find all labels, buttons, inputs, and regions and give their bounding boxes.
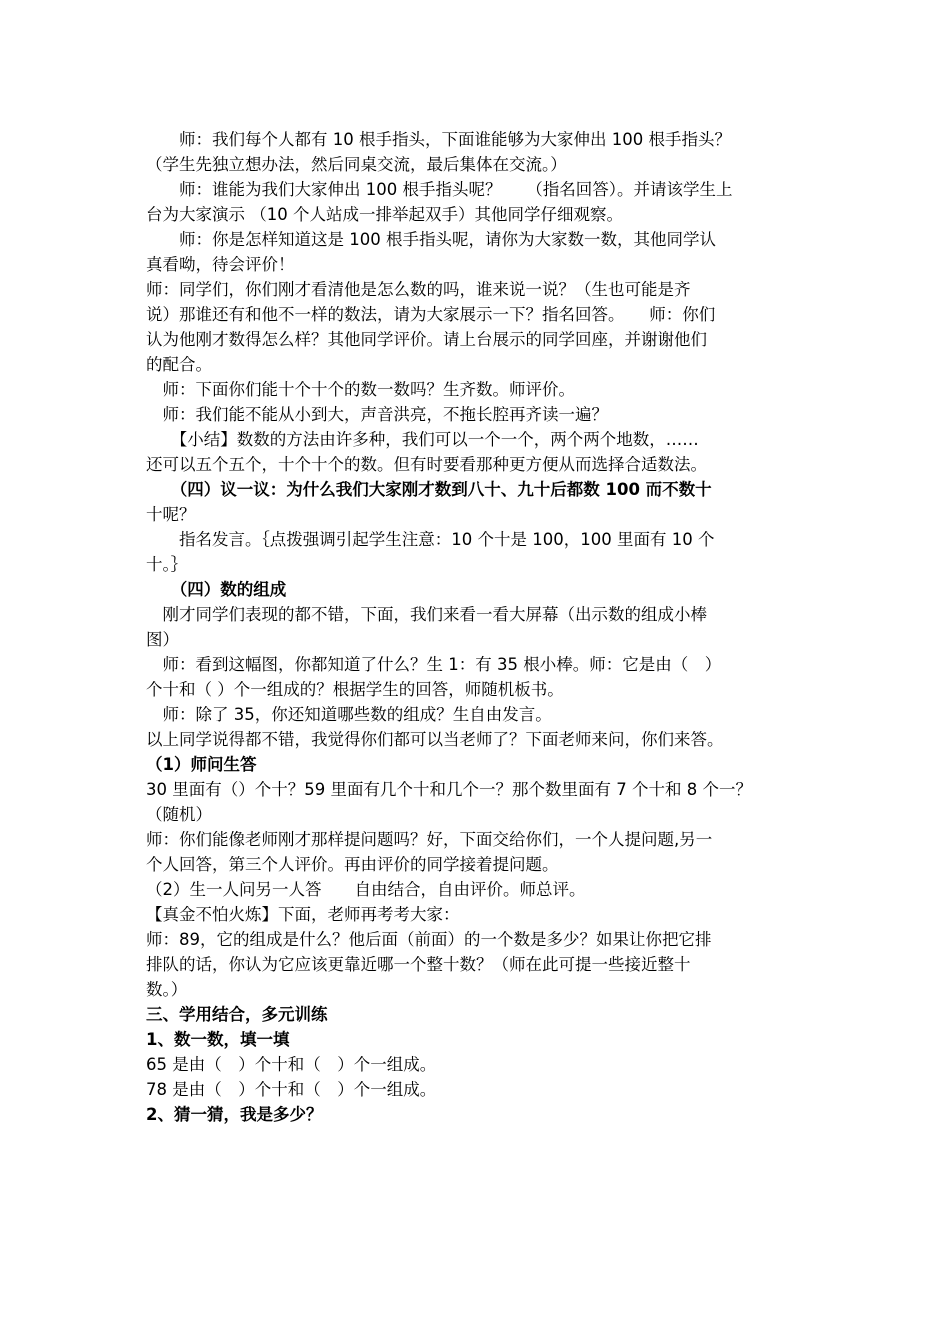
text-line: 师：下面你们能十个十个的数一数吗？生齐数。师评价。: [146, 380, 575, 399]
text-line: 师：谁能为我们大家伸出 100 根手指头呢？ （指名回答）。并请该学生上: [146, 180, 733, 199]
section-heading: （四）数的组成: [146, 580, 287, 599]
section-heading: 三、学用结合，多元训练: [146, 1005, 328, 1024]
text-line: 指名发言。｛点拨强调引起学生注意：10 个十是 100，100 里面有 10 个: [146, 530, 715, 549]
text-line: 说）那谁还有和他不一样的数法，请为大家展示一下？指名回答。 师：你们: [146, 305, 716, 324]
text-line: 个十和（ ）个一组成的？根据学生的回答，师随机板书。: [146, 680, 564, 699]
text-line: 【小结】数数的方法由许多种，我们可以一个一个，两个两个地数，……: [146, 430, 699, 449]
text-line: 还可以五个五个，十个十个的数。但有时要看那种更方便从而选择合适数法。: [146, 455, 707, 474]
text-line: （随机）: [146, 805, 212, 824]
text-line: 师：你是怎样知道这是 100 根手指头呢，请你为大家数一数，其他同学认: [146, 230, 716, 249]
text-line: 图）: [146, 630, 179, 649]
text-line: 刚才同学们表现的都不错，下面，我们来看一看大屏幕（出示数的组成小棒: [146, 605, 707, 624]
text-line: （学生先独立想办法，然后同桌交流，最后集体在交流。）: [146, 155, 567, 174]
text-line: 师：89，它的组成是什么？他后面（前面）的一个数是多少？如果让你把它排: [146, 930, 712, 949]
text-line: （2）生一人问另一人答 自由结合，自由评价。师总评。: [146, 880, 586, 899]
text-line: 师：看到这幅图，你都知道了什么？生 1：有 35 根小棒。师：它是由（ ）: [146, 655, 722, 674]
text-line: 30 里面有（）个十？59 里面有几个十和几个一？那个数里面有 7 个十和 8 个一？: [146, 780, 752, 799]
text-line: 78 是由（ ）个十和（ ）个一组成。: [146, 1080, 437, 1099]
text-line: 以上同学说得都不错，我觉得你们都可以当老师了？下面老师来问，你们来答。: [146, 730, 724, 749]
section-heading: （1）师问生答: [146, 755, 257, 774]
text-line: 十。｝: [146, 555, 188, 574]
text-line: 的配合。: [146, 355, 212, 374]
text-line: 师：我们每个人都有 10 根手指头，下面谁能够为大家伸出 100 根手指头？: [146, 130, 731, 149]
text-line: 师：我们能不能从小到大，声音洪亮，不拖长腔再齐读一遍？: [146, 405, 608, 424]
section-heading: 2、猜一猜，我是多少？: [146, 1105, 323, 1124]
section-heading: 1、数一数，填一填: [146, 1030, 290, 1049]
text-line: 师：同学们，你们刚才看清他是怎么数的吗，谁来说一说？（生也可能是齐: [146, 280, 691, 299]
text-line: 65 是由（ ）个十和（ ）个一组成。: [146, 1055, 437, 1074]
text-line: 【真金不怕火炼】下面，老师再考考大家：: [146, 905, 460, 924]
text-line: 十呢？: [146, 505, 196, 524]
text-line: 个人回答，第三个人评价。再由评价的同学接着提问题。: [146, 855, 559, 874]
text-line: 认为他刚才数得怎么样？其他同学评价。请上台展示的同学回座，并谢谢他们: [146, 330, 707, 349]
text-line: 真看呦，待会评价！: [146, 255, 295, 274]
text-line: 师：你们能像老师刚才那样提问题吗？好，下面交给你们，一个人提问题,另一: [146, 830, 713, 849]
text-line: 台为大家演示 （10 个人站成一排举起双手）其他同学仔细观察。: [146, 205, 623, 224]
text-line: 师：除了 35，你还知道哪些数的组成？生自由发言。: [146, 705, 552, 724]
text-line: 排队的话，你认为它应该更靠近哪一个整十数？（师在此可提一些接近整十: [146, 955, 691, 974]
section-heading: （四）议一议：为什么我们大家刚才数到八十、九十后都数 100 而不数十: [146, 480, 712, 499]
text-line: 数。）: [146, 980, 188, 999]
